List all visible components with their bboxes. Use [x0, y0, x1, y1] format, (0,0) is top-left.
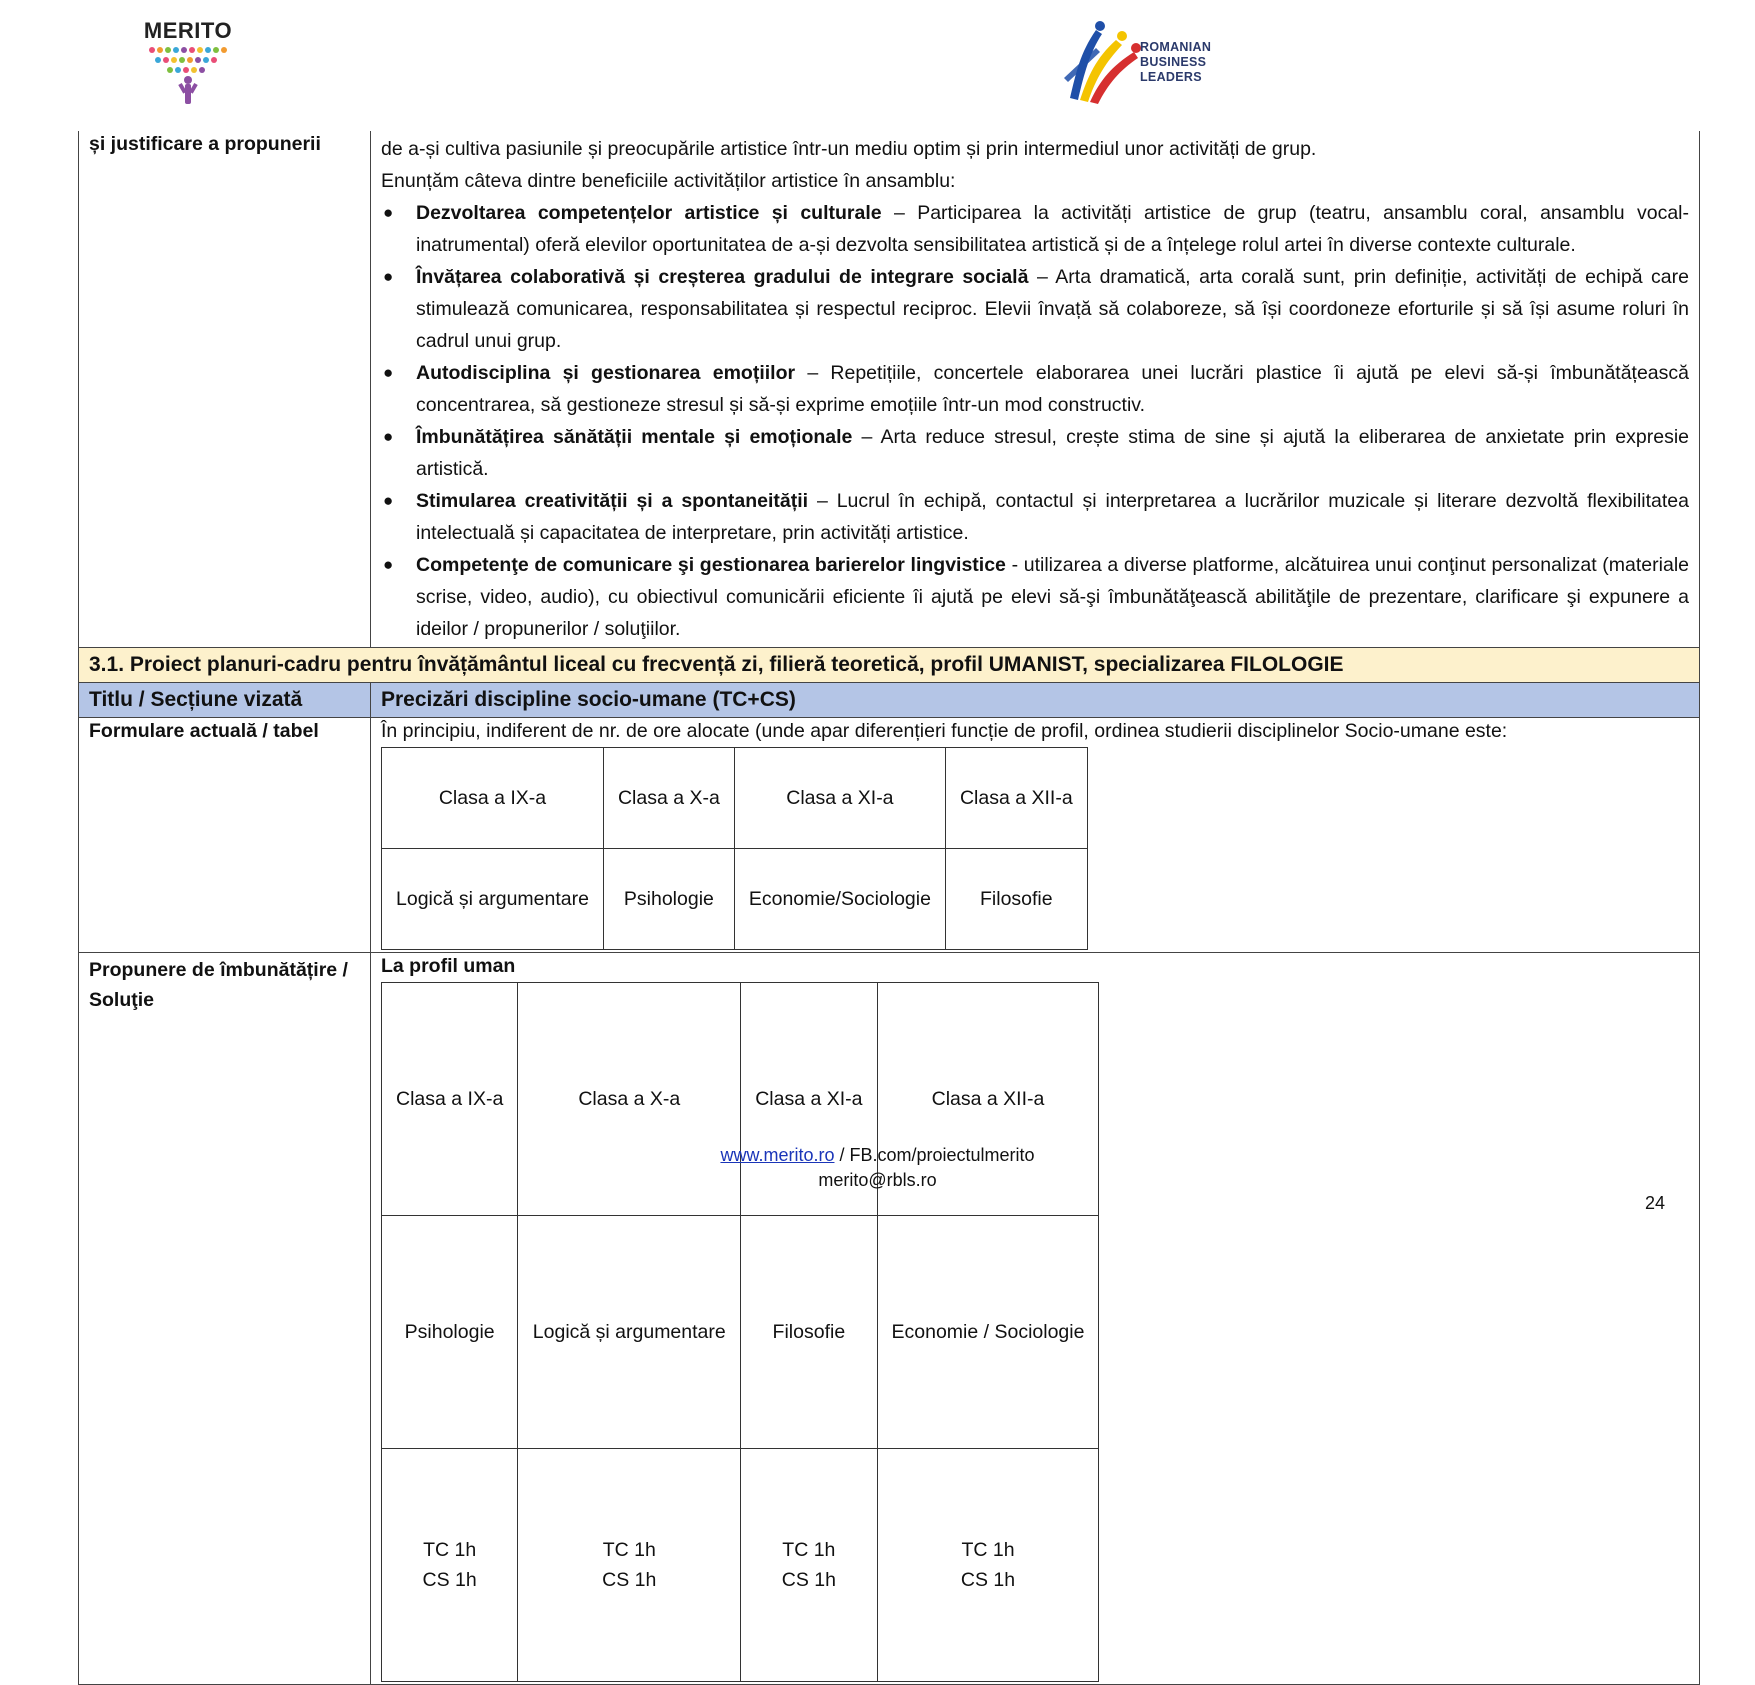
table-row [382, 748, 1088, 849]
table-cell: Logică și argumentare [382, 849, 604, 950]
benefit-text: – Arta reduce stresul, crește stima de sine și ajută la eliberarea de anxietate prin expresie artistică. [416, 426, 1689, 480]
merito-logo [138, 16, 238, 108]
table-header-cell: Clasa a XII-a [945, 748, 1087, 849]
table-row [382, 1449, 1099, 1682]
current-label: Formulare actuală / tabel [89, 720, 319, 742]
table-cell: Filosofie [741, 1216, 877, 1449]
header-left: Titlu / Secțiune vizată [79, 683, 371, 718]
cs-hours: CS 1h [602, 1569, 657, 1591]
justification-row [79, 131, 1700, 648]
rbl-logo-text [1140, 40, 1211, 85]
table-header-cell: Clasa a XII-a [877, 983, 1099, 1216]
current-body-cell [371, 718, 1700, 953]
benefit-text: - utilizarea a diverse platforme, alcătuirea unui conţinut personalizat (materiale scrise, video, audio), cu obiectivul comunicării eficiente îi ajută pe elevi să-şi îmbunătăţească abilităţile de prezentare, clarificare şi expunere a ideilor / propunerilor / soluţiilor. [416, 554, 1689, 640]
intro-line: de a-și cultiva pasiunile și preocupările artistice într-un mediu optim și prin intermediul unor activități de grup. [381, 138, 1317, 160]
table-cell: Economie / Sociologie [877, 1216, 1099, 1449]
benefit-title: Stimularea creativității și a spontaneității [416, 490, 809, 512]
table-cell: Economie/Sociologie [734, 849, 945, 950]
tc-hours: TC 1h [961, 1539, 1015, 1561]
benefit-title: Dezvoltarea competențelor artistice și culturale [416, 202, 882, 224]
table-header-cell: Clasa a IX-a [382, 983, 518, 1216]
footer-line-1 [0, 1143, 1755, 1168]
benefit-item [381, 357, 1689, 421]
section-header-row [79, 683, 1700, 718]
tc-hours: TC 1h [423, 1539, 477, 1561]
table-cell: Filosofie [945, 849, 1087, 950]
table-row [382, 849, 1088, 950]
proposal-row [79, 953, 1700, 1685]
cs-hours: CS 1h [422, 1569, 477, 1591]
current-label-cell [79, 718, 371, 953]
footer-email: merito@rbls.ro [818, 1170, 937, 1190]
benefit-text: – Participarea la activități artistice de grup (teatru, ansamblu coral, ansamblu vocal-inatrumental) oferă elevilor oportunitatea de a-și dezvolta sensibilitatea artistică și de a înțelege rolul artei în diverse contexte culturale. [416, 202, 1689, 256]
cs-hours: CS 1h [781, 1569, 836, 1591]
tc-hours: TC 1h [602, 1539, 656, 1561]
benefit-item [381, 485, 1689, 549]
proposal-body-cell [371, 953, 1700, 1685]
rbl-logo-line-3: LEADERS [1140, 70, 1202, 84]
justification-label: și justificare a propunerii [89, 133, 321, 155]
benefit-title: Autodisciplina și gestionarea emoțiilor [416, 362, 796, 384]
merito-logo-text: MERITO [143, 18, 233, 43]
benefit-item [381, 261, 1689, 357]
justification-label-cell [79, 131, 371, 648]
benefit-title: Îmbunătățirea sănătății mentale și emoționale [416, 426, 853, 448]
rbl-logo-line-1: ROMANIAN [1140, 40, 1212, 54]
facebook-text: / FB.com/proiectulmerito [834, 1145, 1035, 1165]
benefit-item [381, 421, 1689, 485]
document-table [78, 131, 1700, 1685]
rbl-flag-figures-icon [1050, 18, 1142, 104]
merito-figures-icon [146, 46, 230, 106]
benefit-item [381, 549, 1689, 645]
proposal-table [381, 982, 1099, 1682]
table-cell: Logică și argumentare [518, 1216, 741, 1449]
page-number: 24 [1644, 1193, 1665, 1213]
table-header-cell: Clasa a IX-a [382, 748, 604, 849]
benefits-lead: Enunțăm câteva dintre beneficiile activităților artistice în ansamblu: [381, 170, 956, 192]
website-link[interactable]: www.merito.ro [720, 1145, 835, 1165]
table-header-cell: Clasa a XI-a [734, 748, 945, 849]
benefit-title: Învățarea colaborativă și creșterea gradului de integrare socială [416, 266, 1029, 288]
current-table [381, 747, 1088, 950]
section-title: 3.1. Proiect planuri-cadru pentru învățământul liceal cu frecvență zi, filieră teoretică, profil UMANIST, specializarea FILOLOGIE [79, 648, 1700, 683]
table-cell: Psihologie [382, 1216, 518, 1449]
current-text: În principiu, indiferent de nr. de ore alocate (unde apar diferențieri funcție de profil, ordinea studierii disciplinelor Socio-umane este: [381, 720, 1508, 742]
hours-cell [518, 1449, 741, 1682]
table-header-cell: Clasa a XI-a [741, 983, 877, 1216]
proposal-subtitle: La profil uman [381, 955, 516, 977]
hours-cell [877, 1449, 1099, 1682]
benefit-text: – Repetițiile, concertele elaborarea unei lucrări plastice îi ajută pe elevi să-și îmbunătățească concentrarea, să gestioneze stresul și să-și exprime emoțiile într-un mod constructiv. [416, 362, 1689, 416]
table-row [382, 1216, 1099, 1449]
proposal-label-cell [79, 953, 371, 1685]
rbl-logo-line-2: BUSINESS [1140, 55, 1207, 69]
justification-body-cell [371, 131, 1700, 648]
table-cell: Psihologie [603, 849, 734, 950]
table-header-cell: Clasa a X-a [603, 748, 734, 849]
proposal-label: Propunere de îmbunătățire / Soluţie [89, 959, 348, 1011]
benefit-text: – Lucrul în echipă, contactul și interpretarea a lucrărilor muzicale și literare dezvoltă flexibilitatea intelectuală și capacitatea de interpretare, prin activități artistice. [416, 490, 1689, 544]
benefits-list [381, 197, 1689, 645]
benefit-title: Competenţe de comunicare şi gestionarea barierelor lingvistice [416, 554, 1006, 576]
hours-cell [382, 1449, 518, 1682]
tc-hours: TC 1h [782, 1539, 836, 1561]
current-formulation-row [79, 718, 1700, 953]
cs-hours: CS 1h [960, 1569, 1016, 1591]
header-right: Precizări discipline socio-umane (TC+CS) [371, 683, 1700, 718]
benefit-item [381, 197, 1689, 261]
table-header-cell: Clasa a X-a [518, 983, 741, 1216]
section-title-row [79, 648, 1700, 683]
page-footer [0, 1143, 1755, 1193]
rbl-logo [1050, 18, 1240, 104]
hours-cell [741, 1449, 877, 1682]
benefit-text: – Arta dramatică, arta corală sunt, prin definiție, activități de echipă care stimulează comunicarea, responsabilitatea și respectul reciproc. Elevii învață să colaboreze, să își coordoneze eforturile și să își asume roluri în cadrul unui grup. [416, 266, 1689, 352]
